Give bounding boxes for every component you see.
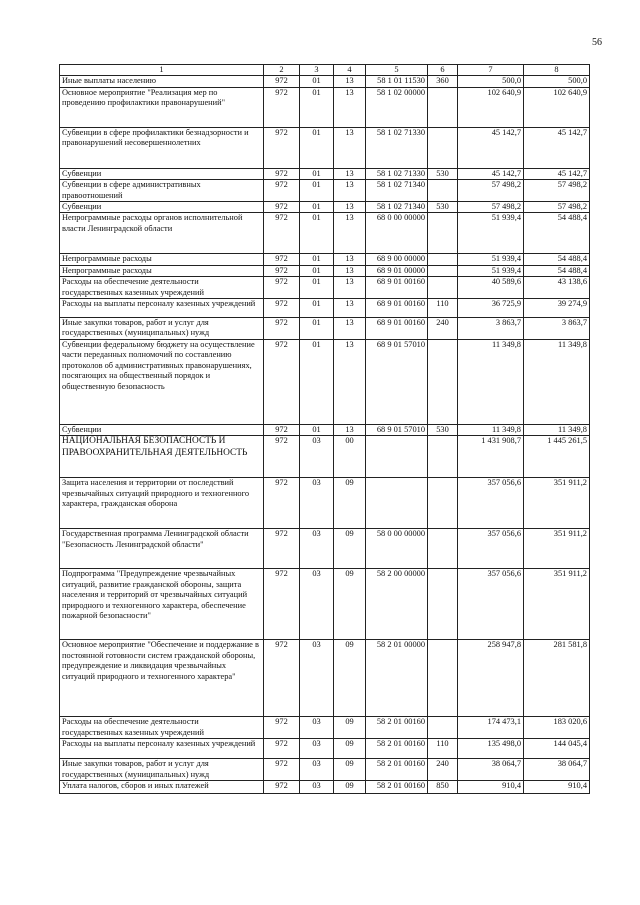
cell-amount-year1: 40 589,6 [458,277,524,299]
row-name: Непрограммные расходы [60,254,264,265]
table-row [60,529,590,569]
cell-expense-type: 240 [428,759,458,781]
cell-admin-code: 972 [264,127,300,168]
cell-expense-type: 850 [428,781,458,794]
column-header: 2 [264,65,300,76]
cell-amount-year2: 54 488,4 [524,213,590,254]
cell-section: 03 [300,759,334,781]
cell-amount-year1: 910,4 [458,781,524,794]
table-row [60,180,590,202]
cell-amount-year1: 38 064,7 [458,759,524,781]
table-row [60,781,590,794]
cell-admin-code: 972 [264,202,300,213]
cell-target-article: 68 9 01 00160 [366,299,428,318]
cell-amount-year1: 51 939,4 [458,213,524,254]
cell-amount-year2: 57 498,2 [524,180,590,202]
column-header: 8 [524,65,590,76]
cell-admin-code: 972 [264,254,300,265]
column-header: 4 [334,65,366,76]
cell-admin-code: 972 [264,424,300,435]
column-header: 5 [366,65,428,76]
cell-admin-code: 972 [264,759,300,781]
table-row [60,127,590,168]
cell-expense-type [428,436,458,478]
table-row [60,436,590,478]
cell-amount-year2: 45 142,7 [524,127,590,168]
cell-admin-code: 972 [264,87,300,127]
cell-admin-code: 972 [264,781,300,794]
cell-target-article: 58 1 02 71340 [366,180,428,202]
cell-amount-year2: 351 911,2 [524,478,590,529]
cell-admin-code: 972 [264,640,300,717]
cell-target-article: 58 1 02 71340 [366,202,428,213]
table-row [60,640,590,717]
table-row [60,299,590,318]
cell-subsection: 13 [334,254,366,265]
row-name: НАЦИОНАЛЬНАЯ БЕЗОПАСНОСТЬ И ПРАВООХРАНИТЕЛЬНАЯ ДЕЯТЕЛЬНОСТЬ [60,436,264,478]
cell-expense-type [428,87,458,127]
row-name: Субвенции в сфере профилактики безнадзорности и правонарушений несовершеннолетних [60,127,264,168]
row-name: Субвенции федеральному бюджету на осуществление части переданных полномочий по составлению протоколов об административных правонарушениях, посягающих на общественный порядок и общественную безопасность [60,339,264,424]
cell-subsection: 09 [334,478,366,529]
table-row [60,213,590,254]
cell-target-article: 68 9 01 57010 [366,424,428,435]
cell-admin-code: 972 [264,569,300,640]
cell-amount-year1: 135 498,0 [458,739,524,759]
cell-section: 03 [300,781,334,794]
cell-amount-year1: 36 725,9 [458,299,524,318]
cell-amount-year1: 11 349,8 [458,339,524,424]
cell-amount-year2: 183 020,6 [524,717,590,739]
cell-section: 01 [300,87,334,127]
cell-amount-year1: 357 056,6 [458,529,524,569]
cell-admin-code: 972 [264,436,300,478]
table-row [60,569,590,640]
cell-admin-code: 972 [264,529,300,569]
column-header: 7 [458,65,524,76]
cell-admin-code: 972 [264,265,300,276]
cell-amount-year2: 43 138,6 [524,277,590,299]
table-row [60,318,590,340]
cell-subsection: 09 [334,640,366,717]
cell-amount-year1: 258 947,8 [458,640,524,717]
cell-amount-year2: 3 863,7 [524,318,590,340]
cell-section: 03 [300,569,334,640]
cell-subsection: 09 [334,717,366,739]
table-header-row [60,65,590,76]
cell-expense-type [428,717,458,739]
cell-subsection: 13 [334,318,366,340]
cell-admin-code: 972 [264,339,300,424]
column-header: 1 [60,65,264,76]
row-name: Непрограммные расходы [60,265,264,276]
cell-subsection: 13 [334,180,366,202]
cell-subsection: 09 [334,529,366,569]
table-row [60,717,590,739]
cell-expense-type [428,180,458,202]
cell-amount-year1: 102 640,9 [458,87,524,127]
cell-subsection: 09 [334,781,366,794]
cell-section: 01 [300,213,334,254]
cell-amount-year1: 11 349,8 [458,424,524,435]
cell-amount-year2: 1 445 261,5 [524,436,590,478]
cell-expense-type [428,127,458,168]
cell-amount-year1: 57 498,2 [458,180,524,202]
table-row [60,202,590,213]
cell-target-article: 58 2 01 00000 [366,640,428,717]
table-row [60,339,590,424]
cell-admin-code: 972 [264,318,300,340]
row-name: Иные закупки товаров, работ и услуг для государственных (муниципальных) нужд [60,759,264,781]
row-name: Субвенции в сфере административных правоотношений [60,180,264,202]
cell-section: 03 [300,717,334,739]
cell-target-article: 58 2 01 00160 [366,717,428,739]
cell-expense-type [428,478,458,529]
cell-subsection: 13 [334,265,366,276]
cell-expense-type [428,339,458,424]
cell-amount-year1: 1 431 908,7 [458,436,524,478]
cell-expense-type [428,569,458,640]
cell-subsection: 13 [334,87,366,127]
cell-target-article [366,478,428,529]
cell-subsection: 13 [334,168,366,179]
page-number: 56 [592,37,602,48]
row-name: Защита населения и территории от последствий чрезвычайных ситуаций природного и техногенного характера, гражданская оборона [60,478,264,529]
cell-amount-year2: 144 045,4 [524,739,590,759]
cell-target-article: 68 9 01 00000 [366,265,428,276]
table-row [60,478,590,529]
cell-amount-year2: 11 349,8 [524,424,590,435]
cell-expense-type: 530 [428,424,458,435]
cell-expense-type [428,265,458,276]
cell-target-article: 58 2 01 00160 [366,739,428,759]
cell-target-article: 68 9 01 57010 [366,339,428,424]
cell-expense-type: 530 [428,202,458,213]
cell-subsection: 09 [334,569,366,640]
cell-target-article: 58 1 02 00000 [366,87,428,127]
cell-subsection: 13 [334,213,366,254]
cell-amount-year2: 39 274,9 [524,299,590,318]
cell-subsection: 09 [334,759,366,781]
row-name: Расходы на выплаты персоналу казенных учреждений [60,299,264,318]
cell-expense-type [428,254,458,265]
cell-amount-year2: 11 349,8 [524,339,590,424]
cell-expense-type [428,529,458,569]
cell-section: 01 [300,265,334,276]
cell-subsection: 00 [334,436,366,478]
cell-admin-code: 972 [264,168,300,179]
cell-amount-year2: 57 498,2 [524,202,590,213]
row-name: Непрограммные расходы органов исполнительной власти Ленинградской области [60,213,264,254]
cell-amount-year1: 3 863,7 [458,318,524,340]
cell-subsection: 13 [334,277,366,299]
cell-amount-year2: 54 488,4 [524,265,590,276]
cell-amount-year1: 45 142,7 [458,168,524,179]
cell-admin-code: 972 [264,180,300,202]
cell-expense-type: 240 [428,318,458,340]
cell-target-article: 58 2 01 00160 [366,781,428,794]
cell-expense-type: 110 [428,739,458,759]
cell-section: 03 [300,436,334,478]
cell-amount-year1: 500,0 [458,76,524,87]
cell-expense-type [428,640,458,717]
cell-admin-code: 972 [264,277,300,299]
cell-section: 03 [300,478,334,529]
row-name: Государственная программа Ленинградской области "Безопасность Ленинградской области" [60,529,264,569]
cell-target-article: 58 2 01 00160 [366,759,428,781]
cell-section: 01 [300,299,334,318]
row-name: Основное мероприятие "Реализация мер по проведению профилактики правонарушений" [60,87,264,127]
row-name: Расходы на выплаты персоналу казенных учреждений [60,739,264,759]
cell-subsection: 13 [334,424,366,435]
row-name: Расходы на обеспечение деятельности государственных казенных учреждений [60,717,264,739]
cell-admin-code: 972 [264,478,300,529]
column-header: 3 [300,65,334,76]
row-name: Уплата налогов, сборов и иных платежей [60,781,264,794]
cell-section: 01 [300,318,334,340]
cell-subsection: 13 [334,202,366,213]
cell-subsection: 13 [334,299,366,318]
cell-target-article: 68 9 00 00000 [366,254,428,265]
table-body [60,65,590,794]
cell-amount-year2: 351 911,2 [524,529,590,569]
cell-amount-year1: 357 056,6 [458,569,524,640]
cell-target-article: 58 1 02 71330 [366,127,428,168]
row-name: Иные выплаты населению [60,76,264,87]
cell-amount-year1: 51 939,4 [458,254,524,265]
cell-admin-code: 972 [264,76,300,87]
table-row [60,265,590,276]
cell-section: 01 [300,254,334,265]
cell-amount-year2: 102 640,9 [524,87,590,127]
cell-amount-year2: 351 911,2 [524,569,590,640]
table-row [60,424,590,435]
cell-section: 01 [300,424,334,435]
cell-amount-year2: 281 581,8 [524,640,590,717]
cell-admin-code: 972 [264,739,300,759]
cell-section: 03 [300,739,334,759]
cell-target-article: 58 1 02 71330 [366,168,428,179]
cell-section: 01 [300,127,334,168]
cell-target-article: 58 2 00 00000 [366,569,428,640]
row-name: Подпрограмма "Предупреждение чрезвычайных ситуаций, развитие гражданской обороны, защита населения и территорий от чрезвычайных ситуаций природного и техногенного характера, обеспечение пожарной безопасности" [60,569,264,640]
cell-target-article: 68 9 01 00160 [366,318,428,340]
row-name: Расходы на обеспечение деятельности государственных казенных учреждений [60,277,264,299]
cell-expense-type [428,277,458,299]
cell-section: 01 [300,76,334,87]
cell-admin-code: 972 [264,213,300,254]
table-row [60,739,590,759]
cell-subsection: 13 [334,127,366,168]
cell-target-article: 68 9 01 00160 [366,277,428,299]
cell-section: 01 [300,277,334,299]
cell-target-article [366,436,428,478]
table-row [60,254,590,265]
row-name: Субвенции [60,424,264,435]
cell-amount-year1: 174 473,1 [458,717,524,739]
cell-amount-year1: 357 056,6 [458,478,524,529]
budget-table [59,64,590,794]
cell-expense-type: 110 [428,299,458,318]
row-name: Субвенции [60,168,264,179]
cell-target-article: 58 1 01 11530 [366,76,428,87]
row-name: Субвенции [60,202,264,213]
table-row [60,168,590,179]
cell-target-article: 58 0 00 00000 [366,529,428,569]
cell-amount-year2: 38 064,7 [524,759,590,781]
cell-section: 03 [300,640,334,717]
cell-subsection: 09 [334,739,366,759]
cell-amount-year1: 57 498,2 [458,202,524,213]
cell-amount-year1: 45 142,7 [458,127,524,168]
table-row [60,76,590,87]
cell-section: 03 [300,529,334,569]
cell-amount-year1: 51 939,4 [458,265,524,276]
cell-subsection: 13 [334,76,366,87]
cell-expense-type [428,213,458,254]
cell-amount-year2: 54 488,4 [524,254,590,265]
cell-section: 01 [300,180,334,202]
cell-subsection: 13 [334,339,366,424]
cell-target-article: 68 0 00 00000 [366,213,428,254]
cell-section: 01 [300,168,334,179]
cell-expense-type: 360 [428,76,458,87]
column-header: 6 [428,65,458,76]
table-row [60,87,590,127]
cell-section: 01 [300,339,334,424]
cell-amount-year2: 45 142,7 [524,168,590,179]
row-name: Иные закупки товаров, работ и услуг для государственных (муниципальных) нужд [60,318,264,340]
table-row [60,277,590,299]
cell-expense-type: 530 [428,168,458,179]
cell-admin-code: 972 [264,717,300,739]
cell-amount-year2: 910,4 [524,781,590,794]
cell-admin-code: 972 [264,299,300,318]
cell-section: 01 [300,202,334,213]
cell-amount-year2: 500,0 [524,76,590,87]
table-row [60,759,590,781]
row-name: Основное мероприятие "Обеспечение и поддержание в постоянной готовности систем гражданской обороны, предупреждение и ликвидация чрезвычайных ситуаций природного и техногенного характера" [60,640,264,717]
